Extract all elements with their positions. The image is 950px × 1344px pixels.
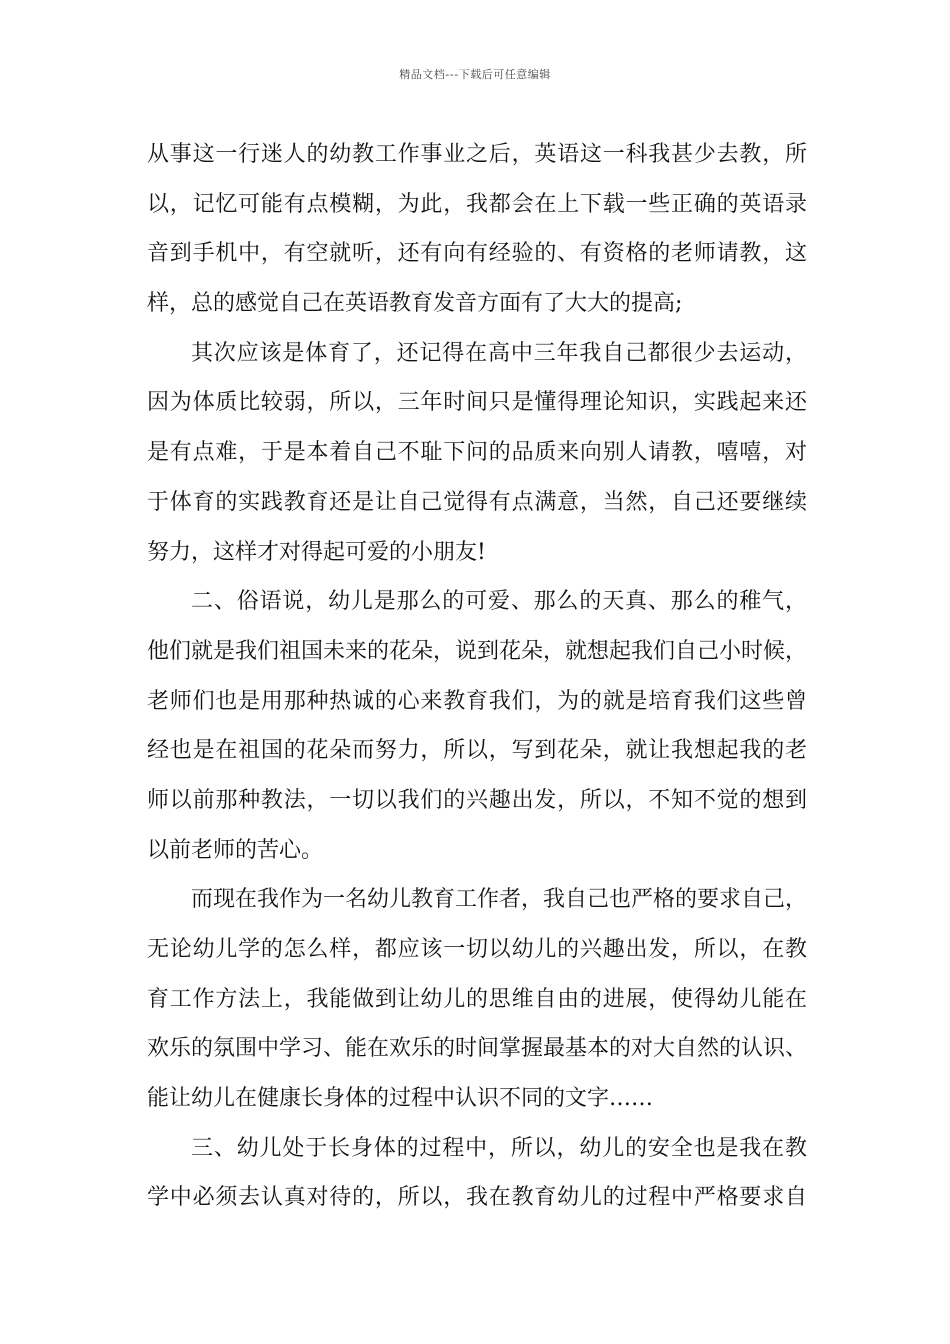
text-line: 以，记忆可能有点模糊，为此，我都会在上下载一些正确的英语录 [147,191,807,217]
text-line: 从事这一行迷人的幼教工作事业之后，英语这一科我甚少去教，所 [147,142,807,167]
text-line: 而现在我作为一名幼儿教育工作者，我自己也严格的要求自己， [191,887,807,913]
text-line: 因为体质比较弱，所以，三年时间只是懂得理论知识，实践起来还 [147,390,807,416]
text-line: 师以前那种教法，一切以我们的兴趣出发，所以，不知不觉的想到 [147,787,807,813]
text-line: 欢乐的氛围中学习、能在欢乐的时间掌握最基本的对大自然的认识、 [147,1036,807,1062]
page-header: 精品文档---下载后可任意编辑 [399,68,551,81]
text-line: 他们就是我们祖国未来的花朵，说到花朵，就想起我们自己小时候， [147,638,807,664]
text-line: 二、俗语说，幼儿是那么的可爱、那么的天真、那么的稚气， [191,589,807,615]
text-line: 学中必须去认真对待的，所以，我在教育幼儿的过程中严格要求自 [147,1185,807,1211]
document-body [147,130,807,1223]
text-line: 能让幼儿在健康长身体的过程中认识不同的文字…… [147,1086,654,1112]
text-line: 经也是在祖国的花朵而努力，所以，写到花朵，就让我想起我的老 [147,738,807,764]
text-line: 无论幼儿学的怎么样，都应该一切以幼儿的兴趣出发，所以，在教 [147,937,807,962]
text-line: 样，总的感觉自己在英语教育发音方面有了大大的提高; [147,291,683,317]
text-line: 育工作方法上，我能做到让幼儿的思维自由的进展，使得幼儿能在 [147,986,807,1012]
text-line: 于体育的实践教育还是让自己觉得有点满意，当然，自己还要继续 [147,489,807,515]
text-line: 音到手机中，有空就听，还有向有经验的、有资格的老师请教，这 [147,241,807,267]
text-line: 是有点难，于是本着自己不耻下问的品质来向别人请教，嘻嘻，对 [147,440,807,466]
text-line: 三、幼儿处于长身体的过程中，所以，幼儿的安全也是我在教 [191,1135,807,1161]
text-line: 努力，这样才对得起可爱的小朋友! [147,539,486,565]
text-line: 其次应该是体育了，还记得在高中三年我自己都很少去运动， [191,340,807,366]
text-line: 以前老师的苦心。 [147,837,324,863]
text-line: 老师们也是用那种热诚的心来教育我们，为的就是培育我们这些曾 [147,688,807,714]
